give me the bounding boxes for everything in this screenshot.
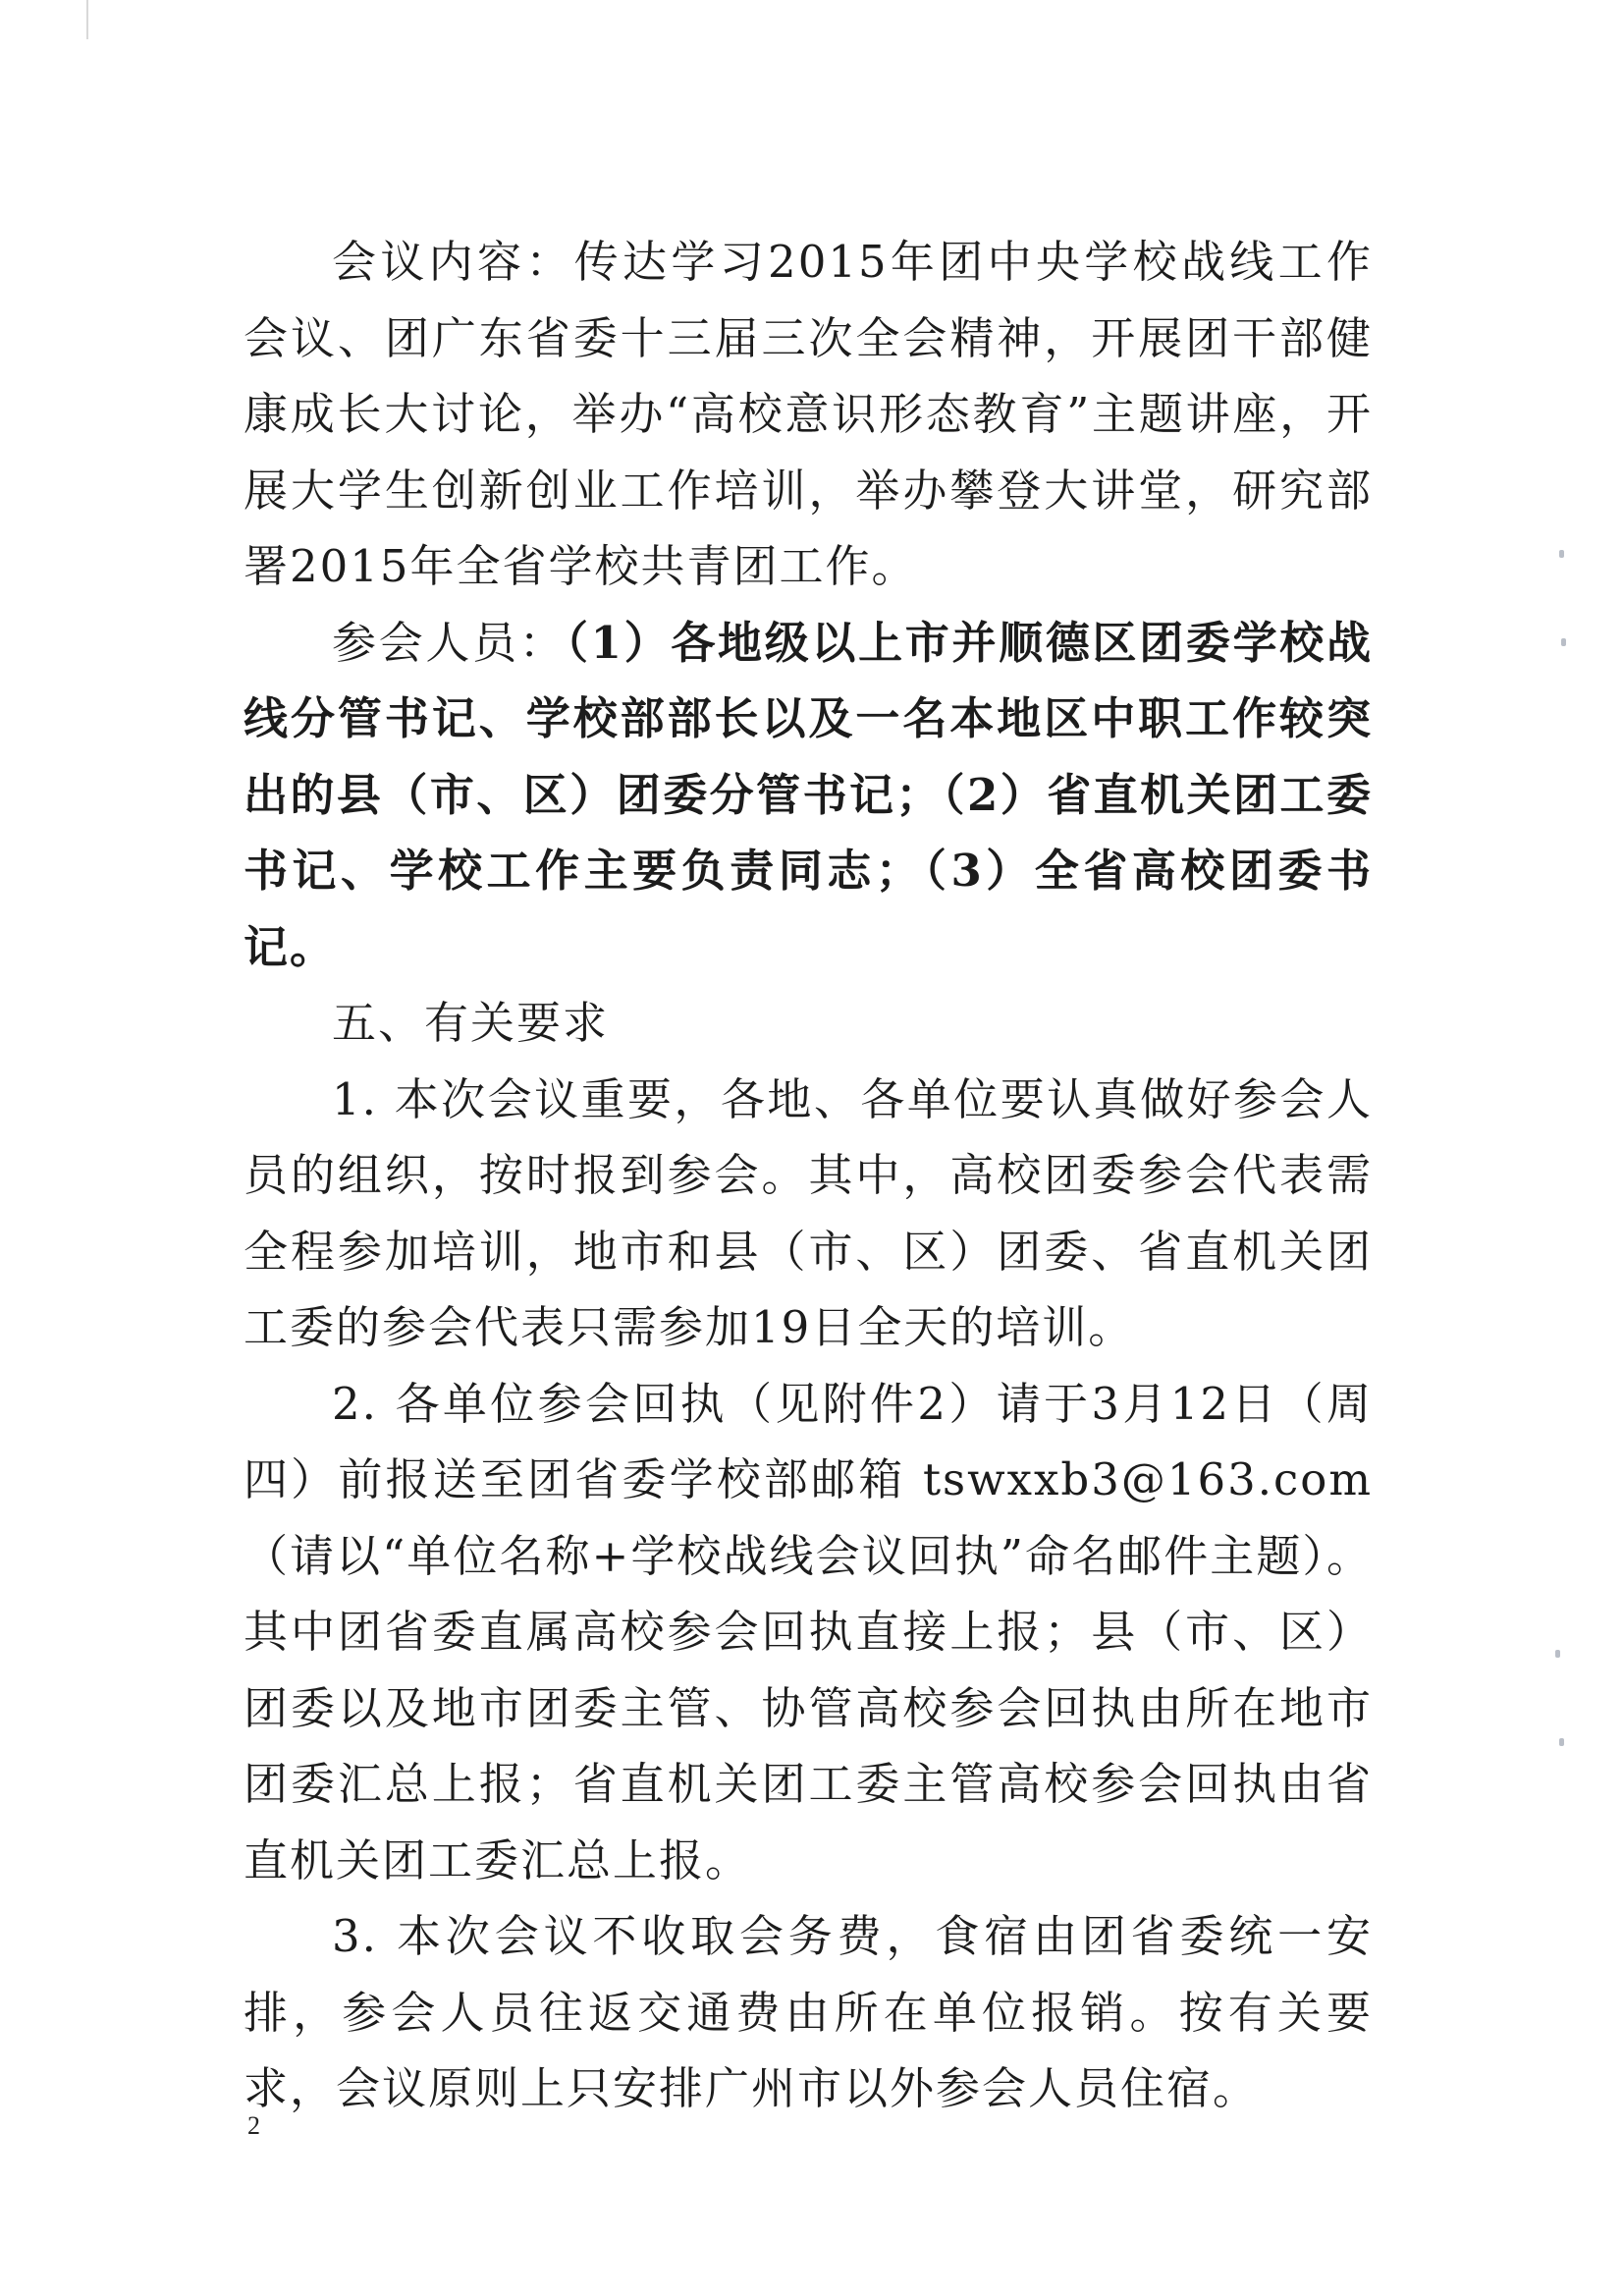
meeting-content-label: 会议内容： — [332, 236, 574, 288]
page-number: 2 — [247, 2111, 260, 2140]
scan-dot — [1561, 638, 1566, 646]
section-heading: 五、有关要求 — [332, 997, 610, 1049]
attendees-text: （1）各地级以上市并顺德区团委学校战线分管书记、学校部部长以及一名本地区中职工作较突出的县（市、区）团委分管书记；（2）省直机关团工委书记、学校工作主要负责同志；（3）全省高校团委书记。 — [243, 616, 1373, 973]
scan-dot — [1559, 550, 1564, 558]
requirement-item-1: 1. 本次会议重要，各地、各单位要认真做好参会人员的组织，按时报到参会。其中，高校团委参会代表需全程参加培训，地市和县（市、区）团委、省直机关团工委的参会代表只需参加19日全天的培训。 — [243, 1072, 1373, 1353]
requirement-item-2: 2. 各单位参会回执（见附件2）请于3月12日（周四）前报送至团省委学校部邮箱 tswxxb3@163.com（请以“单位名称+学校战线会议回执”命名邮件主题）。其中团省委直属高校参会回执直接上报；县（市、区）团委以及地市团委主管、协管高校参会回执由所在地市团委汇总上报；省直机关团工委主管高校参会回执由省直机关团工委汇总上报。 — [243, 1377, 1373, 1886]
document-body — [243, 224, 1373, 2127]
scan-edge-line — [86, 0, 88, 39]
requirement-item-3: 3. 本次会议不收取会务费，食宿由团省委统一安排，参会人员往返交通费由所在单位报销。按有关要求，会议原则上只安排广州市以外参会人员住宿。 — [243, 1910, 1373, 2114]
attendees-label: 参会人员： — [332, 616, 567, 669]
scan-dot — [1555, 1650, 1560, 1658]
meeting-content-text: 传达学习2015年团中央学校战线工作会议、团广东省委十三届三次全会精神，开展团干部健康成长大讨论，举办“高校意识形态教育”主题讲座，开展大学生创新创业工作培训，举办攀登大讲堂，研究部署2015年全省学校共青团工作。 — [243, 236, 1373, 592]
meeting-content-paragraph — [243, 224, 1373, 605]
scan-dot — [1559, 1738, 1564, 1746]
attendees-paragraph — [243, 605, 1373, 986]
